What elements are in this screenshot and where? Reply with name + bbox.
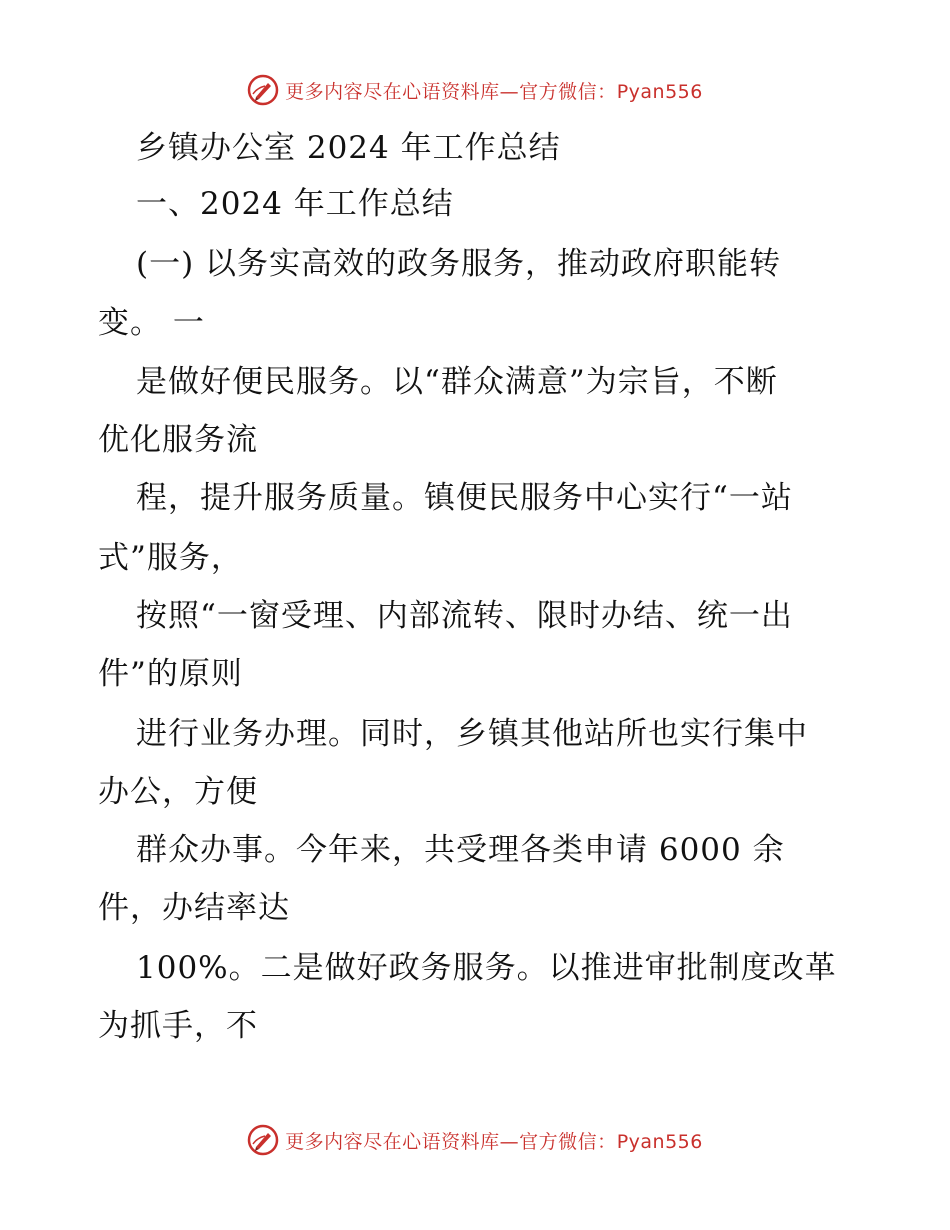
section-heading: 一、2024 年工作总结 — [136, 186, 454, 222]
paragraph-line: 程，提升服务质量。镇便民服务中心实行“一站 — [136, 480, 793, 516]
paragraph-line: 件”的原则 — [98, 656, 243, 692]
paragraph-line: 进行业务办理。同时，乡镇其他站所也实行集中 — [136, 716, 808, 752]
paragraph-line: 100%。二是做好政务服务。以推进审批制度改革 — [136, 950, 837, 986]
paragraph-line: 群众办事。今年来，共受理各类申请 6000 余 — [136, 832, 785, 868]
paragraph-line: 是做好便民服务。以“群众满意”为宗旨，不断 — [136, 364, 778, 400]
pen-logo-icon — [247, 1124, 279, 1156]
watermark-banner-bottom — [0, 1120, 950, 1160]
paragraph-line: 为抓手，不 — [98, 1008, 258, 1044]
paragraph-line: 件，办结率达 — [98, 890, 290, 926]
document-title: 乡镇办公室 2024 年工作总结 — [136, 130, 561, 166]
watermark-text: 更多内容尽在心语资料库—官方微信：Pyan556 — [285, 1130, 703, 1153]
watermark-text: 更多内容尽在心语资料库—官方微信：Pyan556 — [285, 80, 703, 103]
paragraph-line: 办公，方便 — [98, 774, 258, 810]
paragraph-line: 优化服务流 — [98, 422, 258, 458]
paragraph-line: 按照“一窗受理、内部流转、限时办结、统一出 — [136, 598, 793, 634]
paragraph-line: (一) 以务实高效的政务服务，推动政府职能转 — [136, 246, 782, 282]
paragraph-line: 式”服务， — [98, 540, 243, 576]
watermark-banner-top — [0, 70, 950, 110]
paragraph-line: 变。 一 — [98, 305, 205, 341]
pen-logo-icon — [247, 74, 279, 106]
